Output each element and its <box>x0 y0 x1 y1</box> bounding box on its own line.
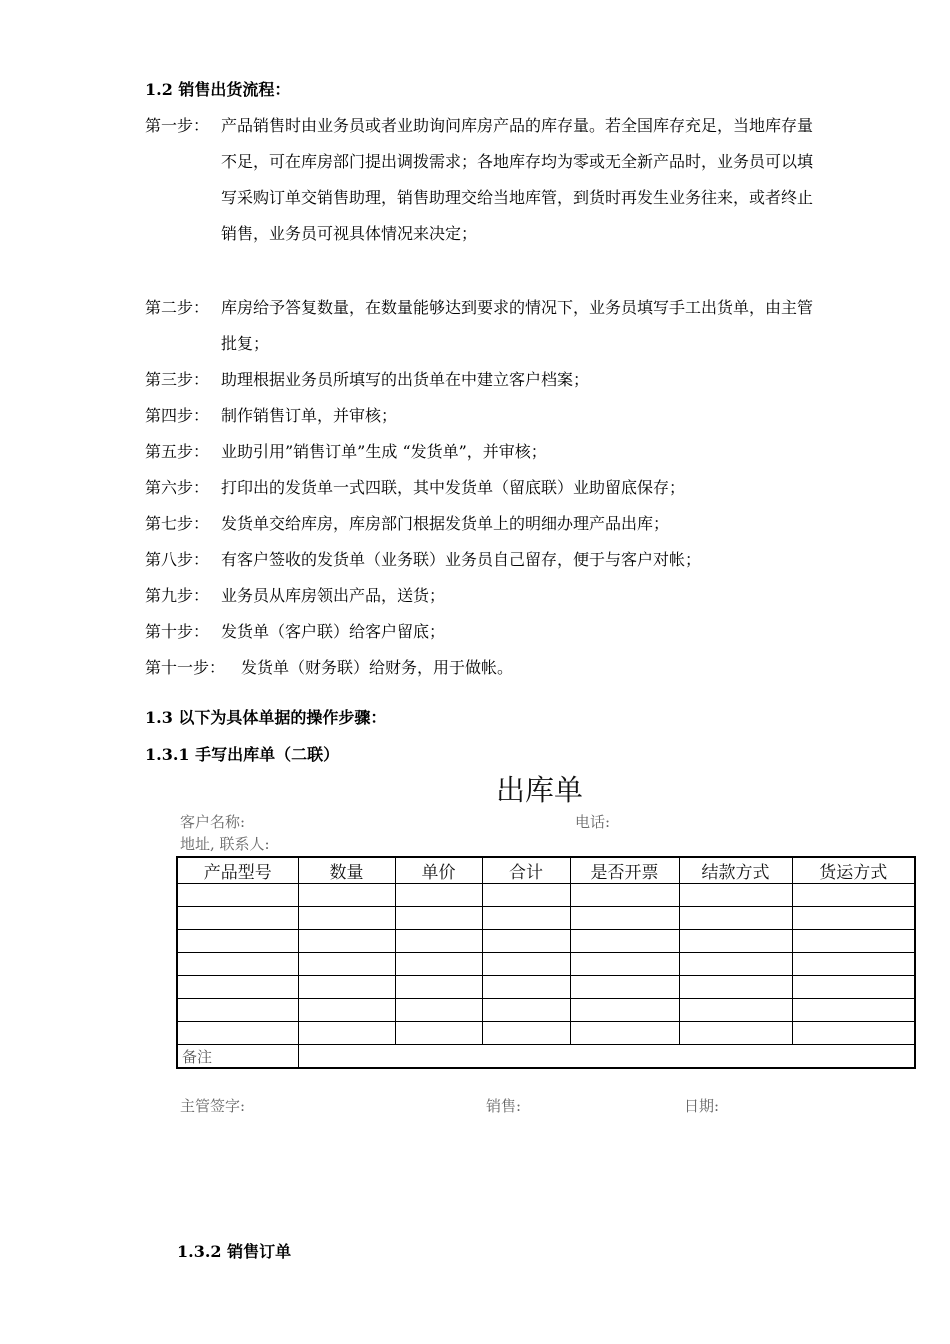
table-cell <box>482 930 570 953</box>
table-cell <box>395 907 482 930</box>
table-cell <box>298 930 395 953</box>
table-cell <box>177 1022 298 1045</box>
step-text: 库房给予答复数量，在数量能够达到要求的情况下，业务员填写手工出货单，由主管批复； <box>221 298 814 353</box>
table-cell <box>792 976 915 999</box>
table-cell <box>177 999 298 1022</box>
step-label: 第九步： <box>145 586 210 605</box>
table-cell <box>298 1022 395 1045</box>
form-title: 出库单 <box>496 773 584 807</box>
note-field <box>298 1045 915 1069</box>
table-row <box>177 884 915 907</box>
supervisor-signature-label: 主管签字: <box>180 1097 246 1115</box>
table-cell <box>679 907 792 930</box>
table-cell <box>792 930 915 953</box>
form-table <box>176 856 916 1069</box>
table-row <box>177 953 915 976</box>
table-cell <box>482 907 570 930</box>
step-label: 第一步： <box>145 116 210 135</box>
table-row <box>177 976 915 999</box>
step-text: 助理根据业务员所填写的出货单在中建立客户档案； <box>221 370 590 389</box>
column-header: 单价 <box>395 857 482 884</box>
table-cell <box>298 953 395 976</box>
step-item <box>145 470 815 506</box>
column-header: 数量 <box>298 857 395 884</box>
step-label: 第二步： <box>145 298 210 317</box>
table-cell <box>792 1022 915 1045</box>
section-heading-1-2: 1.2 销售出货流程： <box>145 80 291 99</box>
table-cell <box>679 976 792 999</box>
table-cell <box>395 1022 482 1045</box>
form-body <box>177 884 915 1069</box>
step-label: 第十一步： <box>145 658 226 677</box>
customer-name-label: 客户名称: <box>180 813 246 831</box>
table-cell <box>177 976 298 999</box>
step-text: 业助引用”销售订单”生成 “发货单”，并审核； <box>221 442 547 461</box>
step-text: 有客户签收的发货单（业务联）业务员自己留存，便于与客户对帐； <box>221 550 702 569</box>
table-cell <box>570 976 679 999</box>
step-item <box>145 362 815 398</box>
table-cell <box>679 1022 792 1045</box>
step-text: 业务员从库房领出产品，送货； <box>221 586 446 605</box>
column-header: 合计 <box>482 857 570 884</box>
table-cell <box>482 953 570 976</box>
table-cell <box>792 953 915 976</box>
step-text: 发货单交给库房，库房部门根据发货单上的明细办理产品出库； <box>221 514 670 533</box>
step-label: 第六步： <box>145 478 210 497</box>
table-cell <box>679 953 792 976</box>
table-cell <box>792 884 915 907</box>
table-cell <box>298 884 395 907</box>
column-header: 是否开票 <box>570 857 679 884</box>
table-cell <box>570 930 679 953</box>
step-text: 产品销售时由业务员或者业助询问库房产品的库存量。若全国库存充足，当地库存量不足，可在库房部门提出调拨需求；各地库存均为零或无全新产品时，业务员可以填写采购订单交销售助理，销售助理交给当地库管，到货时再发生业务往来，或者终止销售，业务员可视具体情况来决定； <box>221 116 814 243</box>
table-cell <box>570 953 679 976</box>
step-label: 第七步： <box>145 514 210 533</box>
step-item <box>145 506 815 542</box>
step-item <box>145 398 815 434</box>
table-cell <box>298 907 395 930</box>
table-cell <box>570 1022 679 1045</box>
sales-label: 销售: <box>486 1097 522 1115</box>
table-cell <box>395 953 482 976</box>
table-cell <box>792 907 915 930</box>
table-row <box>177 1022 915 1045</box>
table-cell <box>482 1022 570 1045</box>
note-row <box>177 1045 915 1069</box>
table-cell <box>298 999 395 1022</box>
table-cell <box>482 884 570 907</box>
table-cell <box>395 976 482 999</box>
table-cell <box>679 999 792 1022</box>
step-text: 发货单（财务联）给财务，用于做帐。 <box>241 658 514 677</box>
table-cell <box>395 999 482 1022</box>
step-label: 第五步： <box>145 442 210 461</box>
step-item <box>145 542 815 578</box>
step-item <box>145 434 815 470</box>
column-header: 货运方式 <box>792 857 915 884</box>
step-item <box>145 614 815 650</box>
step-text: 发货单（客户联）给客户留底； <box>221 622 446 641</box>
step-label: 第八步： <box>145 550 210 569</box>
note-label: 备注 <box>177 1045 298 1069</box>
table-row <box>177 930 915 953</box>
table-cell <box>395 930 482 953</box>
phone-label: 电话: <box>575 813 611 831</box>
table-cell <box>177 907 298 930</box>
outbound-form <box>176 770 916 1120</box>
date-label: 日期: <box>684 1097 720 1115</box>
section-heading-1-3-2: 1.3.2 销售订单 <box>177 1242 292 1261</box>
step-item <box>145 578 815 614</box>
table-cell <box>792 999 915 1022</box>
table-cell <box>177 953 298 976</box>
column-header: 结款方式 <box>679 857 792 884</box>
table-cell <box>570 999 679 1022</box>
table-cell <box>570 884 679 907</box>
step-text: 打印出的发货单一式四联，其中发货单（留底联）业助留底保存； <box>221 478 686 497</box>
section-heading-1-3: 1.3 以下为具体单据的操作步骤： <box>145 708 387 727</box>
table-cell <box>298 976 395 999</box>
table-cell <box>679 930 792 953</box>
step-label: 第四步： <box>145 406 210 425</box>
step-label: 第三步： <box>145 370 210 389</box>
table-row <box>177 999 915 1022</box>
step-text: 制作销售订单，并审核； <box>221 406 398 425</box>
table-cell <box>395 884 482 907</box>
table-cell <box>482 976 570 999</box>
step-item <box>145 290 815 362</box>
table-cell <box>679 884 792 907</box>
step-label: 第十步： <box>145 622 210 641</box>
table-cell <box>177 884 298 907</box>
column-header: 产品型号 <box>177 857 298 884</box>
step-item <box>145 108 815 252</box>
table-cell <box>177 930 298 953</box>
step-item <box>145 650 815 686</box>
table-cell <box>482 999 570 1022</box>
section-heading-1-3-1: 1.3.1 手写出库单（二联） <box>145 745 340 764</box>
address-contact-label: 地址, 联系人: <box>180 835 270 853</box>
table-cell <box>570 907 679 930</box>
form-header-row <box>177 857 915 884</box>
table-row <box>177 907 915 930</box>
